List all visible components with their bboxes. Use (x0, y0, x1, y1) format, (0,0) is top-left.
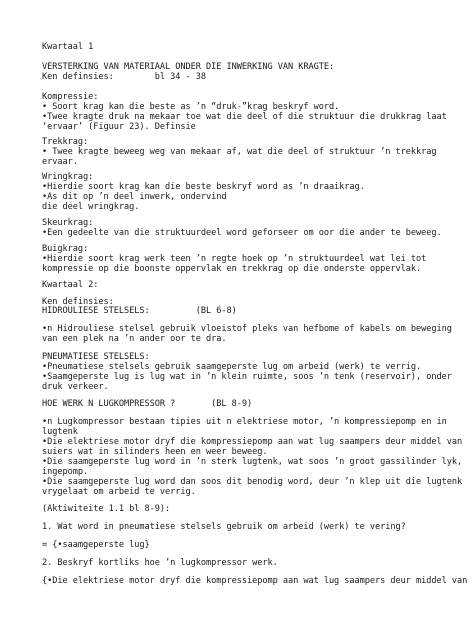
text-line: •Die saamgeperste lug word in ’n sterk lugtenk, wat soos ’n groot gassilinder lyk, (42, 457, 463, 467)
text-line: ingepomp. (42, 467, 89, 477)
text-line: •Twee kragte druk na mekaar toe wat die deel of die struktuur die drukkrag laat (42, 112, 447, 122)
bending-heading: Buigkrag: (42, 244, 89, 254)
question-2: 2. Beskryf kortliks hoe ’n lugkompressor werk. (42, 558, 278, 568)
quarter-2-heading: Kwartaal 2: (42, 280, 99, 290)
text-line: •n Hidrouliese stelsel gebruik vloeistof pleks van hefbome of kabels om beweging (42, 324, 452, 334)
activity-heading: (Aktiwiteite 1.1 bl 8-9): (42, 504, 171, 514)
text-line: suiers wat in silinders heen en weer beweeg. (42, 447, 268, 457)
definitions-heading: Ken definsies: (42, 297, 114, 307)
question-1: 1. Wat word in pneumatiese stelsels gebruik om arbeid (werk) te vering? (42, 522, 406, 532)
text-line: •As dit op ’n deel inwerk, ondervind (42, 192, 227, 202)
pneumatic-systems-heading: PNEUMATIESE STELSELS: (42, 352, 150, 362)
text-line: lugtenk (42, 427, 78, 437)
text-line: druk verkeer. (42, 382, 109, 392)
text-line: •Die elektriese motor dryf die kompressiepomp aan wat lug saampers deur middel van (42, 437, 463, 447)
text-line: • Soort krag kan die beste as ’n “druk-”krag beskryf word. (42, 102, 340, 112)
definitions-reference: Ken definsies: bl 34 - 38 (42, 72, 206, 82)
compression-heading: Kompressie: (42, 92, 99, 102)
tension-heading: Trekkrag: (42, 137, 89, 147)
shear-heading: Skeurkrag: (42, 218, 94, 228)
text-line: kompressie op die boonste oppervlak en trekkrag op die onderste oppervlak. (42, 264, 422, 274)
text-line: •Die saamgeperste lug word dan soos dit benodig word, deur ’n klep uit die lugtenk (42, 477, 463, 487)
answer-2: {•Die elektriese motor dryf die kompressiepomp aan wat lug saampers deur middel van (42, 576, 468, 586)
text-line: •Pneumatiese stelsels gebruik saamgeperste lug om arbeid (werk) te verrig. (42, 362, 422, 372)
text-line: •Hierdie soort krag werk teen ’n regte hoek op ’n struktuurdeel wat lei tot (42, 254, 427, 264)
text-line: •n Lugkompressor bestaan tipies uit n elektriese motor, ’n kompressiepomp en in (42, 417, 447, 427)
text-line: ‘ervaar’ (Figuur 23). Definsie (42, 122, 196, 132)
hydraulic-systems-heading: HIDROULIESE STELSELS: (BL 6-8) (42, 306, 237, 316)
text-line: die deel wringkrag. (42, 202, 140, 212)
text-line: •Een gedeelte van die struktuurdeel word geforseer om oor die ander te beweeg. (42, 228, 442, 238)
text-line: van een plek na ’n ander oor te dra. (42, 334, 227, 344)
quarter-1-heading: Kwartaal 1 (42, 42, 94, 52)
text-line: • Twee kragte beweeg weg van mekaar af, wat die deel of struktuur ’n trekkrag (42, 147, 437, 157)
air-compressor-heading: HOE WERK N LUGKOMPRESSOR ? (BL 8-9) (42, 399, 253, 409)
torsion-heading: Wringkrag: (42, 172, 94, 182)
text-line: vrygelaat om arbeid te verrig. (42, 487, 196, 497)
text-line: •Hierdie soort krag kan die beste beskryf word as ’n draaikrag. (42, 182, 365, 192)
text-line: •Saamgeperste lug is lug wat in ’n klein ruimte, soos ’n tenk (reservoir), onder (42, 372, 452, 382)
answer-1: = {•saamgeperste lug} (42, 540, 150, 550)
section-title-strengthening: VERSTERKING VAN MATERIAAL ONDER DIE INWERKING VAN KRAGTE: (42, 62, 335, 72)
text-line: ervaar. (42, 157, 78, 167)
